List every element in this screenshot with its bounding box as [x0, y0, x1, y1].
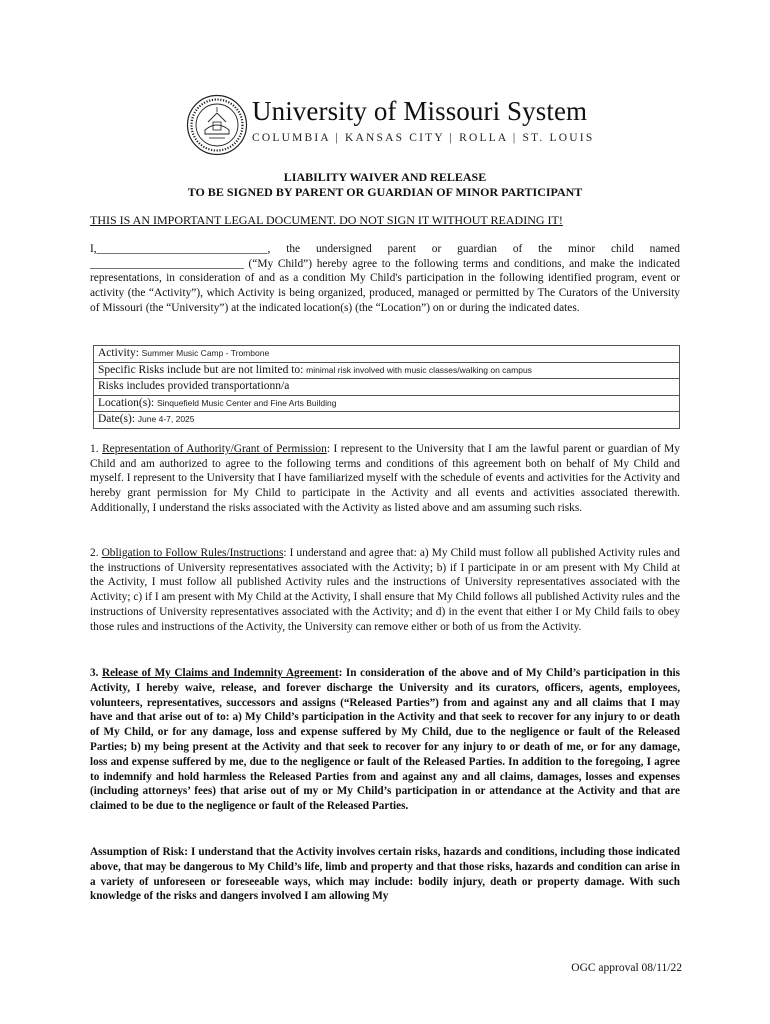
transport-row	[94, 379, 680, 396]
activity-label: Activity:	[98, 347, 139, 360]
location-row	[94, 395, 680, 412]
section-3-heading: Release of My Claims and Indemnity Agreement	[102, 667, 339, 679]
transport-value: n/a	[275, 380, 290, 393]
activity-row	[94, 346, 680, 363]
risks-row	[94, 362, 680, 379]
location-value: Sinquefield Music Center and Fine Arts Building	[156, 397, 337, 408]
risks-label: Specific Risks include but are not limited to:	[98, 363, 304, 376]
university-seal-icon	[186, 94, 248, 156]
university-name: University of Missouri System	[252, 96, 588, 126]
document-title: LIABILITY WAIVER AND RELEASE	[283, 170, 487, 184]
university-header	[186, 94, 606, 160]
dates-label: Date(s):	[98, 413, 136, 426]
section-1-text: : I represent to the University that I am the lawful parent or guardian of My Child and am authorized to agree to the following terms and conditions of this agreement both on behalf of My Child and myself. I represent to the University that I have familiarized myself with the schedule of events and activities for the Activity and hereby grant permission for My Child to participate in the Activity and all events and activities associated therewith. Additionally, I understand the risks associated with the Activity as listed above and am assuming such risks.	[90, 443, 680, 514]
approval-footer: OGC approval 08/11/22	[571, 962, 682, 974]
intro-paragraph: I,______________________________, the undersigned parent or guardian of the minor child named ___________________________ (“My Child”) hereby agree to the following terms and conditions, and make the indicated representations, in consideration of and as a condition My Child's participation in the following identified program, event or activity (the “Activity”), which Activity is being organized, produced, managed or permitted by The Curators of the University of Missouri (the “University”) at the indicated location(s) (the “Location”) on or during the indicated dates.	[90, 243, 680, 314]
section-3-paragraph	[90, 666, 680, 814]
activity-info-table	[93, 345, 680, 429]
section-1-number: 1.	[90, 443, 99, 455]
section-2-text: : I understand and agree that: a) My Child must follow all published Activity rules and the instructions of University representatives associated with the Activity; b) if I participate in or am present with My Child at the Activity, I must follow all published Activity rules and the instructions of University representatives associated with the Activity; c) if I am present with My Child at the Activity, I shall ensure that My Child follows all published Activity rules and the instructions of University representatives associated with the Activity; and d) in the event that either I or My Child fails to obey those rules and instructions of the Activity, the University can remove either or both of us from the Activity.	[90, 547, 680, 633]
risks-value: minimal risk involved with music classes/walking on campus	[306, 364, 532, 375]
dates-row	[94, 412, 680, 429]
section-1-paragraph	[90, 442, 680, 516]
section-3-number: 3.	[90, 667, 99, 679]
section-2-paragraph	[90, 546, 680, 634]
document-subtitle: TO BE SIGNED BY PARENT OR GUARDIAN OF MINOR PARTICIPANT	[187, 185, 583, 199]
transport-label: Risks includes provided transportation	[98, 380, 276, 393]
dates-value: June 4-7, 2025	[137, 414, 195, 425]
section-2-number: 2.	[90, 547, 99, 559]
activity-value: Summer Music Camp - Trombone	[141, 348, 270, 359]
location-label: Location(s):	[98, 396, 155, 409]
legal-notice: THIS IS AN IMPORTANT LEGAL DOCUMENT. DO NOT SIGN IT WITHOUT READING IT!	[90, 213, 563, 227]
campus-list: COLUMBIA | KANSAS CITY | ROLLA | ST. LOUIS	[252, 132, 595, 144]
assumption-of-risk-paragraph: Assumption of Risk: I understand that the Activity involves certain risks, hazards and conditions, including those indicated above, that may be dangerous to My Child’s life, limb and property and that those risks, hazards and condition can arise in a variety of unforeseen or foreseeable ways, which may include: bodily injury, death or property damage. With such knowledge of the risks and dangers involved I am allowing My	[90, 846, 680, 903]
section-3-text: : In consideration of the above and of My Child’s participation in this Activity, I hereby waive, release, and forever discharge the University and its curators, officers, agents, employees, volunteers, representatives, successors and assigns (“Released Parties”) from and against any and all claims that I may have and that arise out of to: a) My Child’s participation in the Activity and that seek to recover for any injury to or death of My Child, or for any damage, loss and expense suffered by My Child, due to the negligence or fault of the Released Parties; b) my being present at the Activity and that seek to recover for any injury to or death of me, or for any damage, loss and expense suffered by me, due to the negligence or fault of the Released Parties. In addition to the foregoing, I agree to indemnify and hold harmless the Released Parties from and against any and all claims, damages, losses and expenses (including attorneys’ fees) that arise out of my or My Child’s participation in or attendance at the Activity and that are claimed to be due to the negligence or fault of the Released Parties.	[90, 667, 680, 813]
section-2-heading: Obligation to Follow Rules/Instructions	[101, 547, 284, 559]
section-1-heading: Representation of Authority/Grant of Permission	[102, 443, 327, 455]
brand-block	[252, 96, 594, 144]
